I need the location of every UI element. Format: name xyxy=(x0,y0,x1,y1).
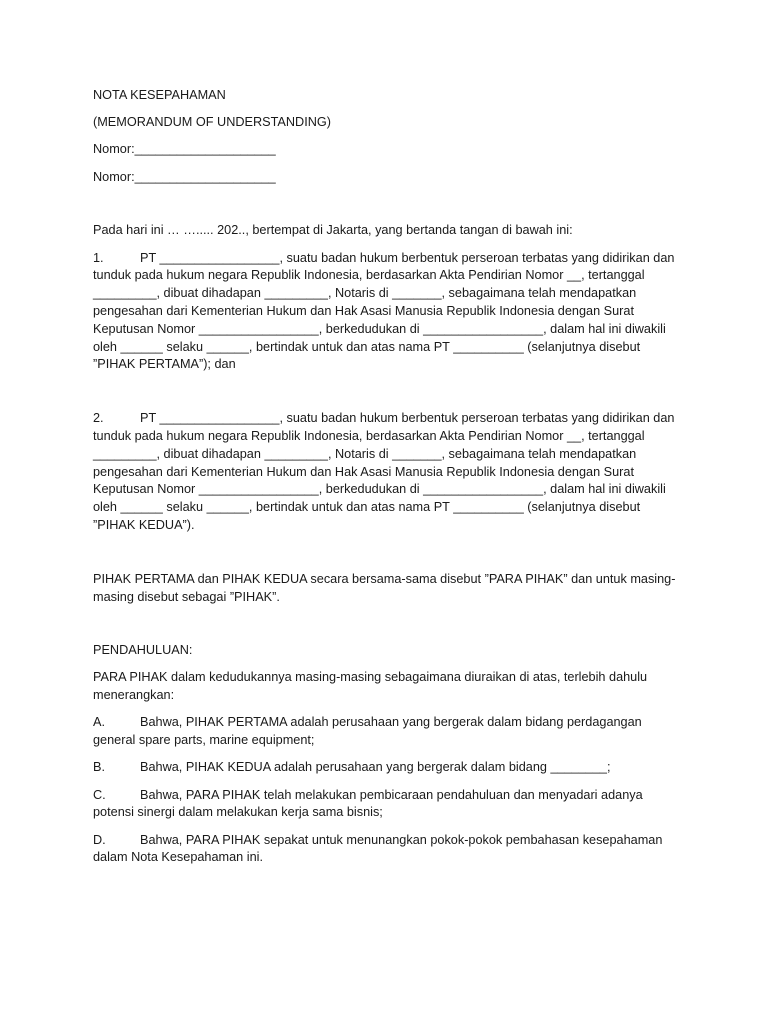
preamble-item-b-text: Bahwa, PIHAK KEDUA adalah perusahaan yang bergerak dalam bidang ________; xyxy=(140,760,611,775)
preamble-item-a-letter: A. xyxy=(93,715,105,730)
preamble-item-d-letter: D. xyxy=(93,832,106,847)
party-2-number: 2. xyxy=(93,411,104,426)
nomor-line-2: Nomor:____________________ xyxy=(93,169,276,184)
preamble-item-d-text: Bahwa, PARA PIHAK sepakat untuk menunangkan pokok-pokok pembahasan kesepahaman dalam Nota Kesepahaman ini. xyxy=(93,832,666,865)
preamble-item-c-text: Bahwa, PARA PIHAK telah melakukan pembicaraan pendahuluan dan menyadari adanya potensi sinergi dalam melakukan kerja sama bisnis; xyxy=(93,787,647,820)
party-2-paragraph xyxy=(93,410,683,535)
document-page xyxy=(93,87,683,867)
preamble-item-b-letter: B. xyxy=(93,760,105,775)
party-1-text: PT _________________, suatu badan hukum berbentuk perseroan terbatas yang didirikan dan tunduk pada hukum negara Republik Indonesia, berdasarkan Akta Pendirian Nomor __, tertanggal _________, dibuat dihadapan _________, Notaris di _______, sebagaimana telah mendapatkan pengesahan dari Kementerian Hukum dan Hak Asasi Manusia Republik Indonesia dengan Surat Keputusan Nomor _________________, berkedudukan di _________________, dalam hal ini diwakili oleh ______ selaku ______, bertindak untuk dan atas nama PT __________ (selanjutnya disebut ”PIHAK PERTAMA”); dan xyxy=(93,250,678,372)
party-1-number: 1. xyxy=(93,250,104,265)
preamble-item-a-text: Bahwa, PIHAK PERTAMA adalah perusahaan yang bergerak dalam bidang perdagangan general spare parts, marine equipment; xyxy=(93,715,646,748)
party-1-paragraph xyxy=(93,250,683,375)
preamble-heading: PENDAHULUAN: xyxy=(93,643,193,658)
document-title: NOTA KESEPAHAMAN xyxy=(93,88,226,102)
preamble-item-c-letter: C. xyxy=(93,787,106,802)
preamble-intro: PARA PIHAK dalam kedudukannya masing-masing sebagaimana diuraikan di atas, terlebih dahulu menerangkan: xyxy=(93,670,651,703)
document-subtitle: (MEMORANDUM OF UNDERSTANDING) xyxy=(93,115,331,130)
joint-definition-paragraph: PIHAK PERTAMA dan PIHAK KEDUA secara bersama-sama disebut ”PARA PIHAK” dan untuk masing-masing disebut sebagai ”PIHAK”. xyxy=(93,571,676,604)
party-2-text: PT _________________, suatu badan hukum berbentuk perseroan terbatas yang didirikan dan tunduk pada hukum negara Republik Indonesia, berdasarkan Akta Pendirian Nomor __, tertanggal _________, dibuat dihadapan _________, Notaris di _______, sebagaimana telah mendapatkan pengesahan dari Kementerian Hukum dan Hak Asasi Manusia Republik Indonesia dengan Surat Keputusan Nomor _________________, berkedudukan di _________________, dalam hal ini diwakili oleh ______ selaku ______, bertindak untuk dan atas nama PT __________ (selanjutnya disebut ”PIHAK KEDUA”). xyxy=(93,411,678,532)
nomor-line-1: Nomor:____________________ xyxy=(93,142,276,157)
preamble-item-a xyxy=(93,714,683,750)
preamble-item-d xyxy=(93,832,683,868)
preamble-item-b xyxy=(93,759,683,777)
preamble-item-c xyxy=(93,787,683,823)
opening-paragraph: Pada hari ini … …..... 202.., bertempat di Jakarta, yang bertanda tangan di bawah ini: xyxy=(93,223,573,238)
